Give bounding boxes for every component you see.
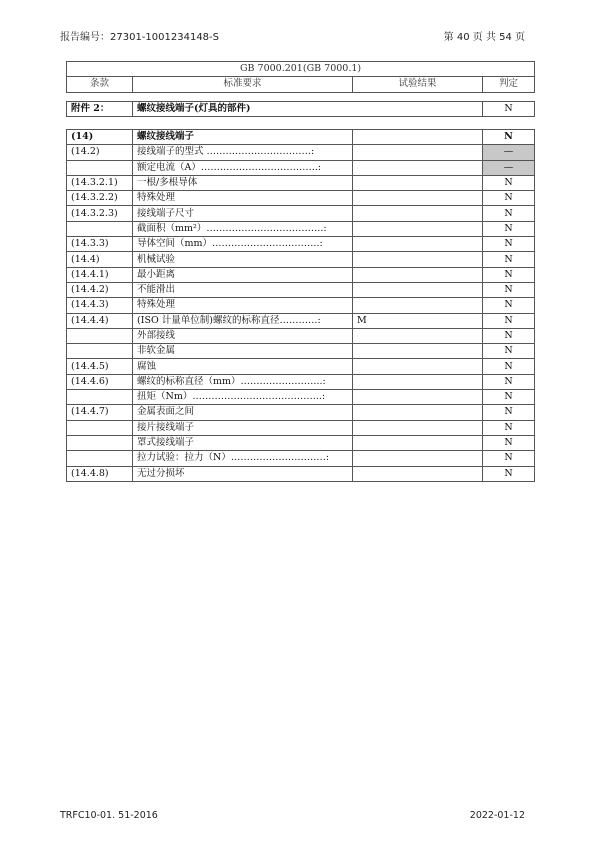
result-cell <box>353 328 483 343</box>
verdict-cell: N <box>483 191 535 206</box>
clause-cell: (14.3.2.3) <box>67 206 133 221</box>
clause-cell: (14.2) <box>67 145 133 160</box>
annex-table <box>66 101 535 117</box>
requirement-cell: 截面积（mm²）……………………………….: <box>133 221 353 236</box>
table-row <box>67 252 535 267</box>
table-row <box>67 160 535 175</box>
verdict-cell: N <box>483 282 535 297</box>
requirement-cell: (ISO 计量单位制)螺纹的标称直径…………: <box>133 313 353 328</box>
result-cell <box>353 420 483 435</box>
verdict-cell: N <box>483 435 535 450</box>
requirement-cell: 外部接线 <box>133 328 353 343</box>
result-cell <box>353 145 483 160</box>
clause-cell <box>67 344 133 359</box>
requirement-cell: 导体空间（mm）…………………………….: <box>133 237 353 252</box>
verdict-cell: N <box>483 252 535 267</box>
requirement-cell: 特殊处理 <box>133 298 353 313</box>
verdict-cell: N <box>483 359 535 374</box>
requirement-cell: 额定电流（A）……………………………….: <box>133 160 353 175</box>
clause-cell: (14.4.2) <box>67 282 133 297</box>
clause-cell: (14.4.7) <box>67 405 133 420</box>
clause-cell: (14.3.2.1) <box>67 175 133 190</box>
requirement-cell: 机械试验 <box>133 252 353 267</box>
result-cell <box>353 344 483 359</box>
result-cell <box>353 252 483 267</box>
requirement-cell: 金属表面之间 <box>133 405 353 420</box>
verdict-cell: N <box>483 328 535 343</box>
result-cell <box>353 466 483 481</box>
clause-cell <box>67 451 133 466</box>
col-verdict-header: 判定 <box>483 77 535 92</box>
table-row <box>67 435 535 450</box>
result-cell <box>353 451 483 466</box>
result-cell <box>353 206 483 221</box>
requirement-cell: 不能滑出 <box>133 282 353 297</box>
requirement-cell: 接线端子尺寸 <box>133 206 353 221</box>
report-number: 报告编号：27301-1001234148-S <box>60 32 219 43</box>
requirement-cell: 最小距离 <box>133 267 353 282</box>
table-row <box>67 175 535 190</box>
col-requirement-header: 标准要求 <box>133 77 353 92</box>
clause-cell: (14.4.1) <box>67 267 133 282</box>
requirements-table <box>66 129 535 482</box>
requirement-cell: 接片接线端子 <box>133 420 353 435</box>
clause-cell <box>67 435 133 450</box>
table-row <box>67 267 535 282</box>
result-cell <box>353 221 483 236</box>
clause-cell <box>67 390 133 405</box>
table-row <box>67 374 535 389</box>
requirement-cell: 腐蚀 <box>133 359 353 374</box>
table-row <box>67 359 535 374</box>
clause-cell: (14.4.5) <box>67 359 133 374</box>
clause-cell: (14.3.2.2) <box>67 191 133 206</box>
result-cell: M <box>353 313 483 328</box>
verdict-cell: N <box>483 466 535 481</box>
table-row <box>67 191 535 206</box>
clause-cell: (14.4.4) <box>67 313 133 328</box>
report-date: 2022-01-12 <box>469 810 525 821</box>
requirement-cell: 螺纹接线端子 <box>133 130 353 145</box>
verdict-cell: — <box>483 145 535 160</box>
verdict-cell: N <box>483 344 535 359</box>
clause-cell: (14.3.3) <box>67 237 133 252</box>
table-row <box>67 313 535 328</box>
col-clause-header: 条款 <box>67 77 133 92</box>
table-row <box>67 145 535 160</box>
verdict-cell: N <box>483 221 535 236</box>
requirement-cell: 螺纹的标称直径（mm）……………………..: <box>133 374 353 389</box>
clause-cell: (14.4.8) <box>67 466 133 481</box>
verdict-cell: N <box>483 374 535 389</box>
annex-title: 螺纹接线端子(灯具的部件) <box>133 102 483 117</box>
requirement-cell: 特殊处理 <box>133 191 353 206</box>
requirement-cell: 拉力试验：拉力（N）…………………………: <box>133 451 353 466</box>
table-row <box>67 221 535 236</box>
result-cell <box>353 175 483 190</box>
result-cell <box>353 191 483 206</box>
requirement-cell: 一根/多根导体 <box>133 175 353 190</box>
standard-header-table <box>66 61 535 93</box>
clause-cell: (14.4.3) <box>67 298 133 313</box>
clause-cell <box>67 420 133 435</box>
verdict-cell: N <box>483 405 535 420</box>
clause-cell <box>67 160 133 175</box>
table-row <box>67 466 535 481</box>
clause-cell: (14.4) <box>67 252 133 267</box>
result-cell <box>353 160 483 175</box>
verdict-cell: N <box>483 237 535 252</box>
result-cell <box>353 282 483 297</box>
result-cell <box>353 390 483 405</box>
verdict-cell: N <box>483 390 535 405</box>
result-cell <box>353 359 483 374</box>
table-row <box>67 390 535 405</box>
form-code: TRFC10-01. 51-2016 <box>60 810 158 821</box>
result-cell <box>353 405 483 420</box>
verdict-cell: N <box>483 420 535 435</box>
requirement-cell: 非软金属 <box>133 344 353 359</box>
table-row <box>67 344 535 359</box>
result-cell <box>353 267 483 282</box>
result-cell <box>353 130 483 145</box>
result-cell <box>353 298 483 313</box>
table-row <box>67 328 535 343</box>
table-row <box>67 282 535 297</box>
verdict-cell: — <box>483 160 535 175</box>
table-row <box>67 130 535 145</box>
col-result-header: 试验结果 <box>353 77 483 92</box>
clause-cell <box>67 221 133 236</box>
verdict-cell: N <box>483 298 535 313</box>
requirement-cell: 罩式接线端子 <box>133 435 353 450</box>
requirement-cell: 接线端子的型式 ……………………………: <box>133 145 353 160</box>
table-row <box>67 206 535 221</box>
result-cell <box>353 374 483 389</box>
table-row <box>67 405 535 420</box>
verdict-cell: N <box>483 451 535 466</box>
verdict-cell: N <box>483 313 535 328</box>
verdict-cell: N <box>483 175 535 190</box>
verdict-cell: N <box>483 130 535 145</box>
table-row <box>67 237 535 252</box>
annex-verdict: N <box>483 102 535 117</box>
result-cell <box>353 435 483 450</box>
page-number: 第 40 页 共 54 页 <box>443 32 525 43</box>
verdict-cell: N <box>483 206 535 221</box>
clause-cell: (14) <box>67 130 133 145</box>
annex-label: 附件 2： <box>67 102 133 117</box>
table-row <box>67 298 535 313</box>
clause-cell: (14.4.6) <box>67 374 133 389</box>
requirement-cell: 无过分损坏 <box>133 466 353 481</box>
requirement-cell: 扭矩（Nm）…………………………………..: <box>133 390 353 405</box>
result-cell <box>353 237 483 252</box>
standard-title: GB 7000.201(GB 7000.1) <box>67 62 535 77</box>
table-row <box>67 451 535 466</box>
table-row <box>67 420 535 435</box>
clause-cell <box>67 328 133 343</box>
verdict-cell: N <box>483 267 535 282</box>
